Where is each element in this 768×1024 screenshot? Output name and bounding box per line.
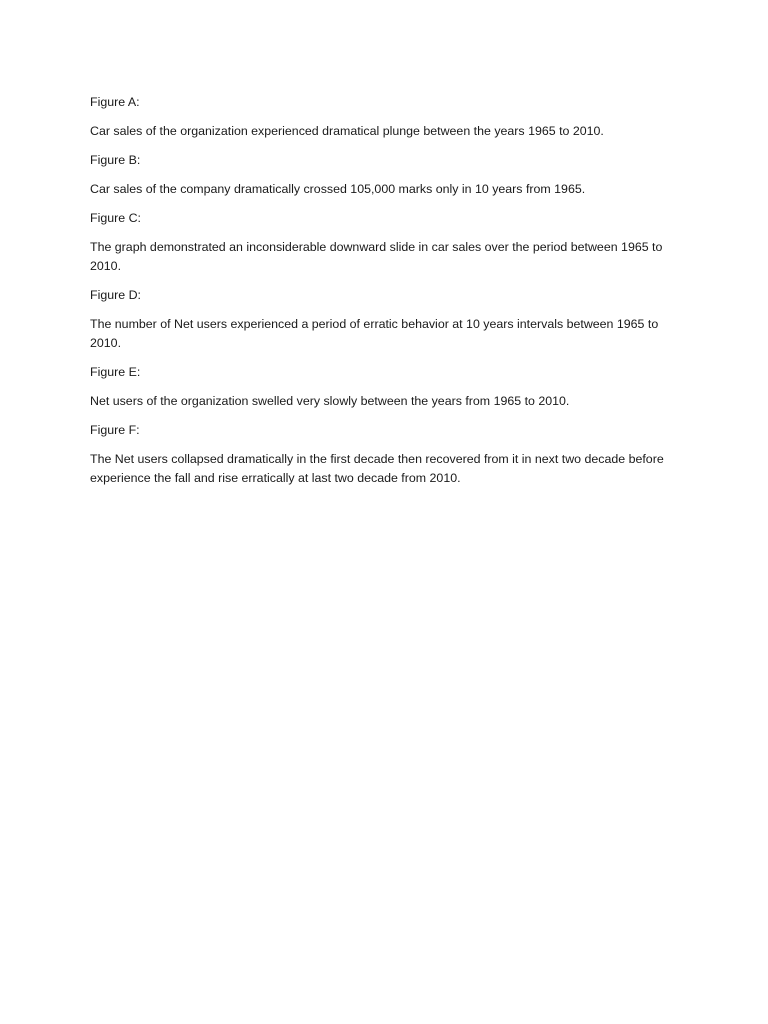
figure-c-heading: Figure C: <box>90 211 141 225</box>
figure-e-heading: Figure E: <box>90 365 141 379</box>
figure-b-text: Car sales of the company dramatically crossed 105,000 marks only in 10 years from 1965. <box>90 182 586 196</box>
figure-d-text: The number of Net users experienced a period of erratic behavior at 10 years intervals between 1965 to 2010. <box>90 317 659 350</box>
figure-d-heading: Figure D: <box>90 288 141 302</box>
figure-f-heading: Figure F: <box>90 423 140 437</box>
figure-e-text: Net users of the organization swelled very slowly between the years from 1965 to 2010. <box>90 394 570 408</box>
figure-a-heading: Figure A: <box>90 95 140 109</box>
figure-f-text: The Net users collapsed dramatically in the first decade then recovered from it in next two decade before experience the fall and rise erratically at last two decade from 2010. <box>90 452 664 485</box>
figure-a-text: Car sales of the organization experienced dramatical plunge between the years 1965 to 2010. <box>90 124 604 138</box>
figure-b-heading: Figure B: <box>90 153 141 167</box>
figure-c-text: The graph demonstrated an inconsiderable downward slide in car sales over the period between 1965 to 2010. <box>90 240 663 273</box>
document-body <box>90 93 682 498</box>
